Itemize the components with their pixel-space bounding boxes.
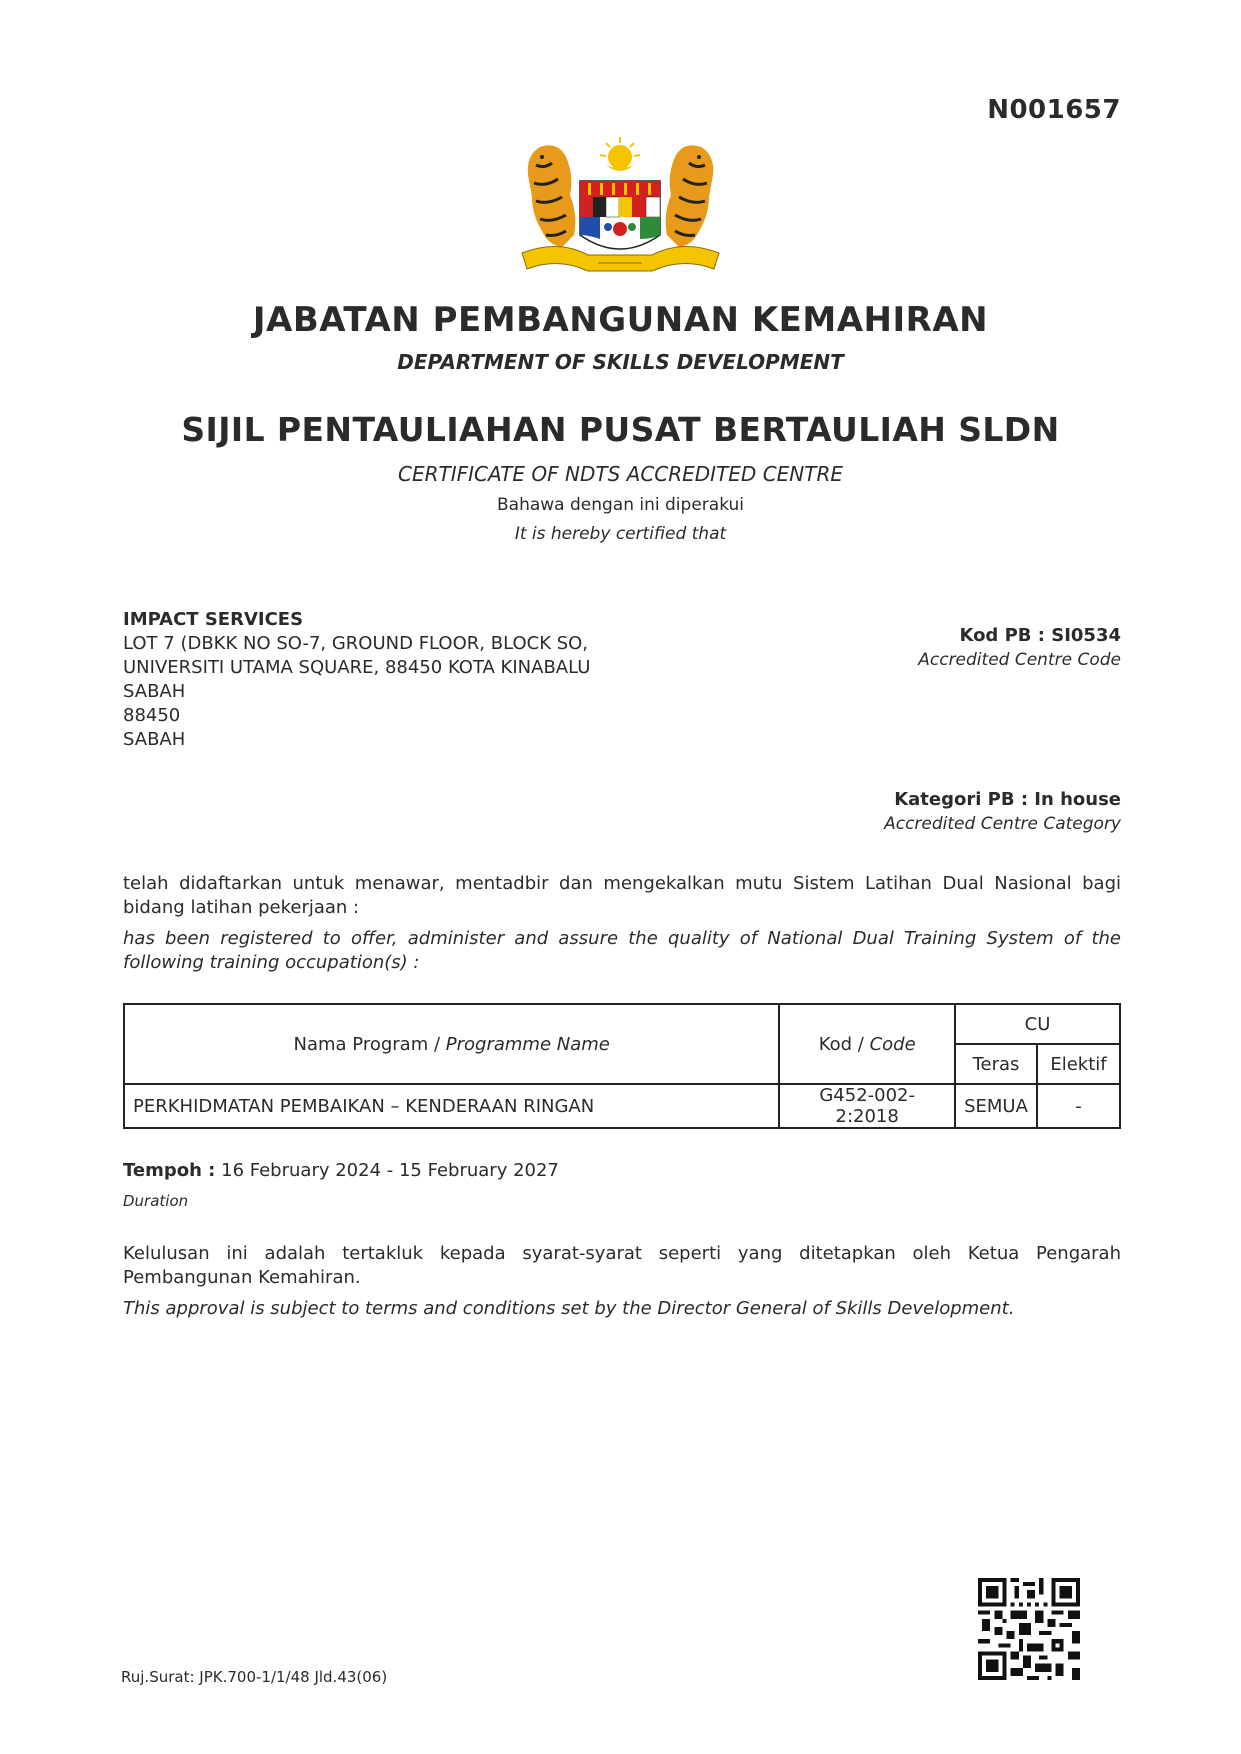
centre-code: Kod PB : SI0534: [959, 625, 1121, 646]
certify-statement-ms: Bahawa dengan ini diperakui: [496, 495, 745, 515]
address-line: UNIVERSITI UTAMA SQUARE, 88450 KOTA KINABALU: [123, 657, 591, 678]
certificate-title-en: CERTIFICATE OF NDTS ACCREDITED CENTRE: [397, 462, 844, 486]
centre-category-block: [884, 788, 1121, 836]
address-line: SABAH: [123, 681, 186, 702]
duration-caption: Duration: [123, 1192, 189, 1210]
sun-emblem: [600, 137, 640, 171]
column-header-cu: CU: [955, 1004, 1120, 1044]
approval-statement-ms: Kelulusan ini adalah tertakluk kepada syarat-syarat seperti yang ditetapkan oleh Ketua Pengarah Pembangunan Kemahiran.: [123, 1243, 1121, 1288]
department-title-en: DEPARTMENT OF SKILLS DEVELOPMENT: [397, 350, 844, 374]
column-header-elektif: Elektif: [1037, 1044, 1120, 1084]
duration-label: Tempoh :: [123, 1160, 216, 1181]
table-row: [124, 1084, 1120, 1128]
right-tiger: [666, 145, 714, 247]
shield: [580, 181, 660, 249]
coat-of-arms-icon: [518, 135, 723, 285]
teras-cell: SEMUA: [955, 1084, 1037, 1128]
centre-name: IMPACT SERVICES: [123, 609, 304, 630]
certificate-title-ms: SIJIL PENTAULIAHAN PUSAT BERTAULIAH SLDN: [181, 410, 1060, 449]
programme-code-cell: G452-002-2:2018: [779, 1084, 955, 1128]
left-tiger: [528, 145, 576, 247]
address-line: 88450: [123, 705, 181, 726]
certificate-number: N001657: [987, 95, 1121, 125]
programme-table: [123, 1003, 1121, 1129]
duration-value: 16 February 2024 - 15 February 2027: [215, 1160, 559, 1181]
centre-address-block: [123, 608, 590, 752]
programme-name-cell: PERKHIDMATAN PEMBAIKAN – KENDERAAN RINGAN: [124, 1084, 779, 1128]
certify-statement-en: It is hereby certified that: [514, 524, 727, 544]
motto-ribbon: [522, 246, 719, 271]
elektif-cell: -: [1037, 1084, 1120, 1128]
reference-number: Ruj.Surat: JPK.700-1/1/48 Jld.43(06): [121, 1668, 388, 1686]
duration-line: [123, 1160, 559, 1181]
column-header-code: Kod / Code: [779, 1004, 955, 1084]
registration-statement-ms: telah didaftarkan untuk menawar, mentadbir dan mengekalkan mutu Sistem Latihan Dual Nasional bagi bidang latihan pekerjaan :: [123, 873, 1121, 918]
centre-code-block: [918, 624, 1121, 672]
department-title-ms: JABATAN PEMBANGUNAN KEMAHIRAN: [252, 300, 989, 340]
column-header-programme: Nama Program / Programme Name: [124, 1004, 779, 1084]
address-line: SABAH: [123, 729, 186, 750]
centre-category-caption: Accredited Centre Category: [884, 814, 1121, 834]
centre-code-caption: Accredited Centre Code: [918, 650, 1121, 670]
registration-statement-en: has been registered to offer, administer and assure the quality of National Dual Training System of the following training occupation(s) :: [123, 928, 1121, 973]
centre-category: Kategori PB : In house: [894, 789, 1121, 810]
address-line: LOT 7 (DBKK NO SO-7, GROUND FLOOR, BLOCK SO,: [123, 633, 589, 654]
column-header-teras: Teras: [955, 1044, 1037, 1084]
approval-statement-en: This approval is subject to terms and conditions set by the Director General of Skills Development.: [123, 1298, 1015, 1319]
qr-code-icon: [978, 1578, 1080, 1680]
